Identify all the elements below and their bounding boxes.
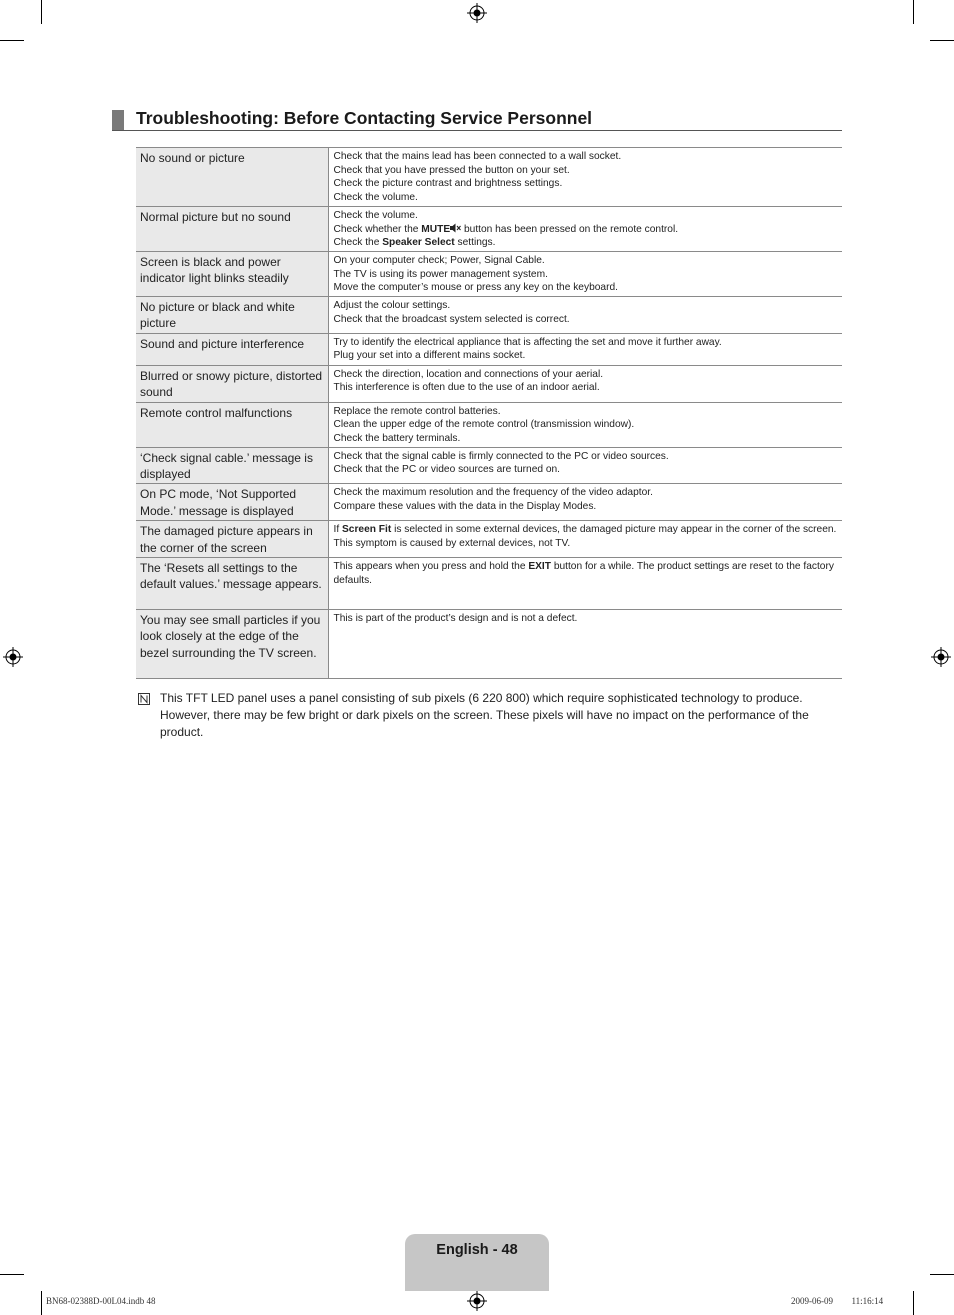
problem-cell: Screen is black and power indicator light blinks steadily — [136, 252, 328, 297]
problem-cell: Blurred or snowy picture, distorted sound — [136, 365, 328, 402]
solution-line: This is part of the product’s design and is not a defect. — [333, 613, 578, 625]
mute-speaker-icon — [450, 223, 461, 233]
table-row — [136, 447, 842, 484]
solution-line — [334, 236, 839, 250]
table-row — [136, 148, 842, 207]
solution-text: button for a while. The product settings are reset to the factory defaults. — [333, 561, 834, 586]
note-icon — [138, 693, 150, 705]
table-row — [136, 207, 842, 252]
solution-line: Plug your set into a different mains socket. — [333, 350, 526, 362]
mute-keyword: MUTE — [421, 223, 451, 235]
solution-text: is selected in some external devices, the damaged picture may appear in the corner of the screen. This symptom is caused by external devices, not TV. — [333, 524, 837, 549]
registration-mark-icon — [467, 3, 487, 23]
solution-line: This interference is often due to the use of an indoor aerial. — [333, 382, 600, 394]
troubleshooting-table — [136, 147, 842, 679]
crop-mark — [930, 40, 954, 41]
screen-fit-keyword: Screen Fit — [342, 524, 392, 536]
solution-line: Check the maximum resolution and the frequency of the video adaptor. — [333, 487, 653, 499]
solution-line: Check the battery terminals. — [333, 432, 461, 444]
solution-line: The TV is using its power management system. — [333, 268, 548, 280]
solution-line: Check the volume. — [333, 191, 418, 203]
crop-mark — [41, 1291, 42, 1315]
solution-line: Check that the signal cable is firmly connected to the PC or video sources. — [333, 450, 669, 462]
crop-mark — [0, 1274, 24, 1275]
crop-mark — [913, 0, 914, 24]
solution-cell — [328, 402, 842, 447]
solution-cell — [328, 333, 842, 365]
heading-bar — [112, 110, 124, 131]
solution-cell — [328, 207, 842, 252]
solution-line: Try to identify the electrical appliance that is affecting the set and move it further away. — [333, 336, 722, 348]
speaker-select-keyword: Speaker Select — [382, 237, 455, 248]
problem-cell: The ‘Resets all settings to the default values.’ message appears. — [136, 558, 328, 610]
solution-text: This appears when you press and hold the — [333, 561, 529, 573]
table-row — [136, 365, 842, 402]
solution-cell — [328, 610, 842, 679]
crop-mark — [913, 1291, 914, 1315]
solution-text: button has been pressed on the remote control. — [461, 223, 679, 235]
solution-line — [334, 223, 839, 237]
solution-line: Check that the broadcast system selected is correct. — [333, 313, 570, 325]
table-row — [136, 521, 842, 558]
note-text: This TFT LED panel uses a panel consisting of sub pixels (6 220 800) which require sophisticated technology to produce. However, there may be few bright or dark pixels on the screen. These pixels will have no impact on the performance of the product. — [160, 691, 809, 739]
date-slug: 2009-06-09 ￿￿ 11:16:14 — [791, 1296, 884, 1306]
solution-cell — [328, 365, 842, 402]
exit-keyword: EXIT — [528, 561, 551, 573]
problem-cell: Remote control malfunctions — [136, 402, 328, 447]
solution-text: If — [333, 524, 342, 536]
solution-line: Move the computer’s mouse or press any key on the keyboard. — [333, 282, 618, 293]
table-row — [136, 333, 842, 365]
solution-line: Check the volume. — [333, 210, 418, 221]
problem-cell: Normal picture but no sound — [136, 207, 328, 252]
crop-mark — [930, 1274, 954, 1275]
solution-cell — [328, 252, 842, 297]
problem-cell: No picture or black and white picture — [136, 297, 328, 334]
solution-line: Check that you have pressed the button on your set. — [333, 164, 570, 176]
solution-line: Compare these values with the data in the Display Modes. — [333, 500, 597, 512]
page-title: Troubleshooting: Before Contacting Service Personnel — [136, 108, 593, 128]
solution-cell — [328, 521, 842, 558]
problem-cell: On PC mode, ‘Not Supported Mode.’ message is displayed — [136, 484, 328, 521]
solution-line: Check that the mains lead has been connected to a wall socket. — [333, 151, 622, 162]
solution-line: Clean the upper edge of the remote control (transmission window). — [333, 419, 635, 431]
problem-cell: No sound or picture — [136, 148, 328, 207]
registration-mark-icon — [931, 647, 951, 667]
solution-line: Check that the PC or video sources are turned on. — [333, 464, 561, 476]
crop-mark — [0, 40, 24, 41]
problem-cell: The damaged picture appears in the corner of the screen — [136, 521, 328, 558]
table-row — [136, 252, 842, 297]
table-row — [136, 558, 842, 610]
table-row — [136, 402, 842, 447]
problem-cell: Sound and picture interference — [136, 333, 328, 365]
table-row — [136, 297, 842, 334]
solution-line: On your computer check; Power, Signal Cable. — [333, 255, 545, 266]
problem-cell: ‘Check signal cable.’ message is displayed — [136, 447, 328, 484]
table-row — [136, 484, 842, 521]
table-row — [136, 610, 842, 679]
solution-cell — [328, 297, 842, 334]
registration-mark-icon — [467, 1291, 487, 1311]
solution-cell — [328, 148, 842, 207]
problem-cell: You may see small particles if you look closely at the edge of the bezel surrounding the TV screen. — [136, 610, 328, 679]
solution-cell — [328, 558, 842, 610]
solution-line: Check the picture contrast and brightness settings. — [333, 178, 563, 189]
solution-cell — [328, 447, 842, 484]
crop-mark — [41, 0, 42, 24]
solution-text: Check whether the — [333, 223, 422, 235]
solution-line: Adjust the colour settings. — [333, 300, 451, 311]
solution-cell — [328, 484, 842, 521]
heading-rule — [112, 130, 842, 131]
solution-line: Replace the remote control batteries. — [333, 405, 501, 417]
file-slug: BN68-02388D-00L04.indb 48 — [46, 1296, 156, 1306]
page-number: English - 48 — [436, 1242, 518, 1258]
solution-line: Check the direction, location and connections of your aerial. — [333, 368, 604, 380]
solution-text: settings. — [454, 237, 496, 248]
registration-mark-icon — [3, 647, 23, 667]
solution-text: Check the — [333, 237, 383, 248]
